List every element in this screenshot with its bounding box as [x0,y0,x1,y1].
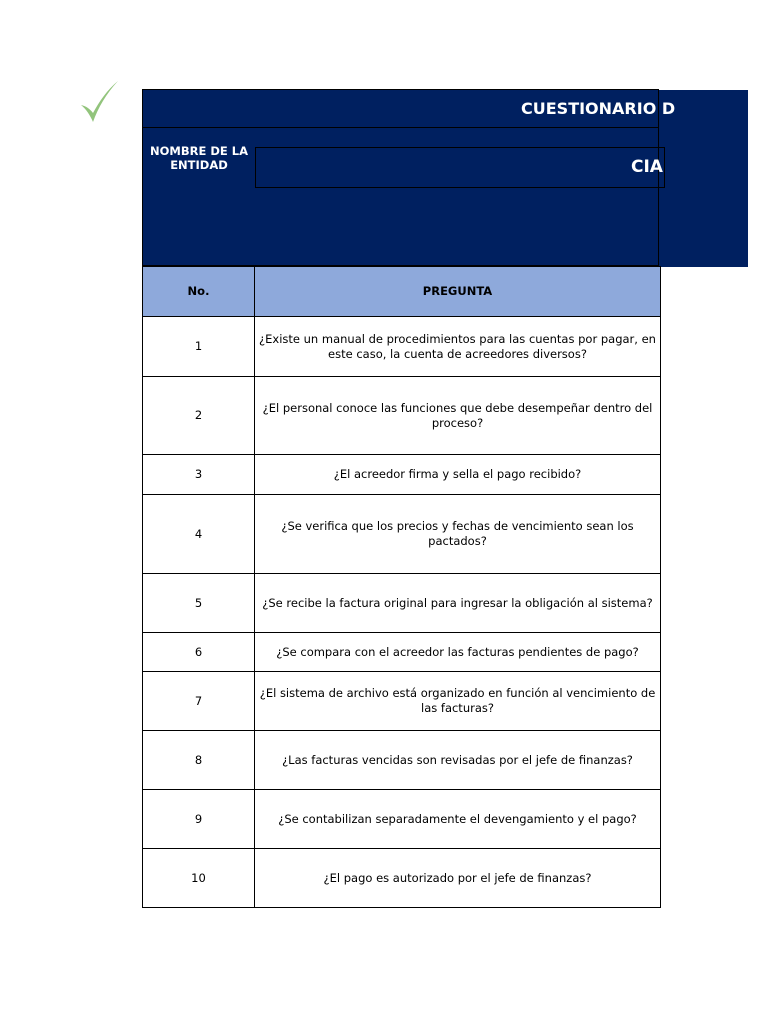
row-number: 3 [143,455,255,495]
row-question: ¿El acreedor firma y sella el pago recibido? [255,455,661,495]
row-number: 10 [143,849,255,908]
table-row [143,731,661,790]
table-row [143,633,661,672]
entity-name-label: NOMBRE DE LA ENTIDAD [150,144,248,172]
table-row [143,495,661,574]
row-number: 7 [143,672,255,731]
entity-name-field: CIA [255,147,665,188]
row-number: 5 [143,574,255,633]
table-row [143,377,661,455]
row-question: ¿Se verifica que los precios y fechas de vencimiento sean los pactados? [255,495,661,574]
questions-table [142,266,661,908]
table-header-row [143,267,661,317]
row-question: ¿Se compara con el acreedor las facturas pendientes de pago? [255,633,661,672]
row-question: ¿Las facturas vencidas son revisadas por el jefe de finanzas? [255,731,661,790]
table-row [143,790,661,849]
row-question: ¿Existe un manual de procedimientos para las cuentas por pagar, en este caso, la cuenta de acreedores diversos? [255,317,661,377]
table-row [143,317,661,377]
row-question: ¿Se contabilizan separadamente el devengamiento y el pago? [255,790,661,849]
column-header-number: No. [143,267,255,317]
table-row [143,849,661,908]
questionnaire-header [142,89,676,266]
row-number: 2 [143,377,255,455]
row-number: 4 [143,495,255,574]
column-header-question: PREGUNTA [255,267,661,317]
row-question: ¿El sistema de archivo está organizado en función al vencimiento de las facturas? [255,672,661,731]
row-number: 9 [143,790,255,849]
table-row [143,672,661,731]
check-icon [78,78,120,126]
questionnaire-title: CUESTIONARIO D [143,90,658,128]
row-number: 1 [143,317,255,377]
row-question: ¿Se recibe la factura original para ingresar la obligación al sistema? [255,574,661,633]
row-question: ¿El pago es autorizado por el jefe de finanzas? [255,849,661,908]
row-number: 8 [143,731,255,790]
row-question: ¿El personal conoce las funciones que debe desempeñar dentro del proceso? [255,377,661,455]
table-row [143,455,661,495]
row-number: 6 [143,633,255,672]
table-row [143,574,661,633]
